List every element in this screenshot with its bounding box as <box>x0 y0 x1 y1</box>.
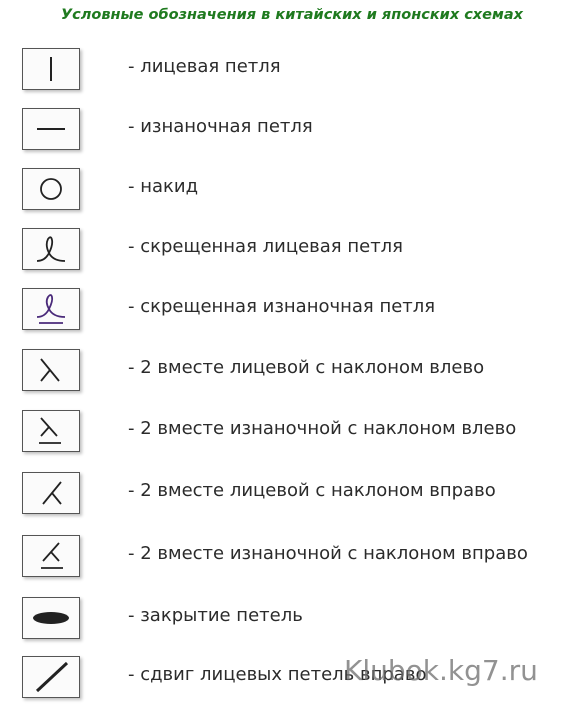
legend-label: - 2 вместе изнаночной с наклоном влево <box>128 418 517 439</box>
vertical-line-icon <box>22 48 80 90</box>
legend-row <box>0 48 584 108</box>
lambda-left-bar-icon <box>22 410 80 452</box>
legend-label: - сдвиг лицевых петель вправо <box>128 664 427 685</box>
legend-label: - 2 вместе лицевой с наклоном влево <box>128 357 485 378</box>
legend-label: - 2 вместе изнаночной с наклоном вправо <box>128 543 528 564</box>
horizontal-line-icon <box>22 108 80 150</box>
legend-label: - 2 вместе лицевой с наклоном вправо <box>128 480 496 501</box>
legend-row <box>0 349 584 409</box>
lambda-right-icon <box>22 472 80 514</box>
loop-icon <box>22 228 80 270</box>
legend-label: - скрещенная лицевая петля <box>128 236 404 257</box>
legend-row <box>0 168 584 228</box>
legend-row <box>0 288 584 348</box>
legend-row <box>0 410 584 470</box>
legend-row <box>0 597 584 657</box>
legend-row <box>0 108 584 168</box>
legend-label: - закрытие петель <box>128 605 303 626</box>
loop-with-bar-icon <box>22 288 80 330</box>
legend-row <box>0 472 584 532</box>
diagonal-line-icon <box>22 656 80 698</box>
site-watermark: Klubok.kg7.ru <box>344 654 538 687</box>
lambda-right-bar-icon <box>22 535 80 577</box>
lambda-left-icon <box>22 349 80 391</box>
legend-label: - лицевая петля <box>128 56 281 77</box>
legend-row <box>0 228 584 288</box>
legend-label: - скрещенная изнаночная петля <box>128 296 436 317</box>
legend-title: Условные обозначения в китайских и японских схемах <box>60 7 523 23</box>
filled-oval-icon <box>22 597 80 639</box>
circle-icon <box>22 168 80 210</box>
legend-label: - изнаночная петля <box>128 116 313 137</box>
legend-row <box>0 535 584 595</box>
legend-label: - накид <box>128 176 199 197</box>
